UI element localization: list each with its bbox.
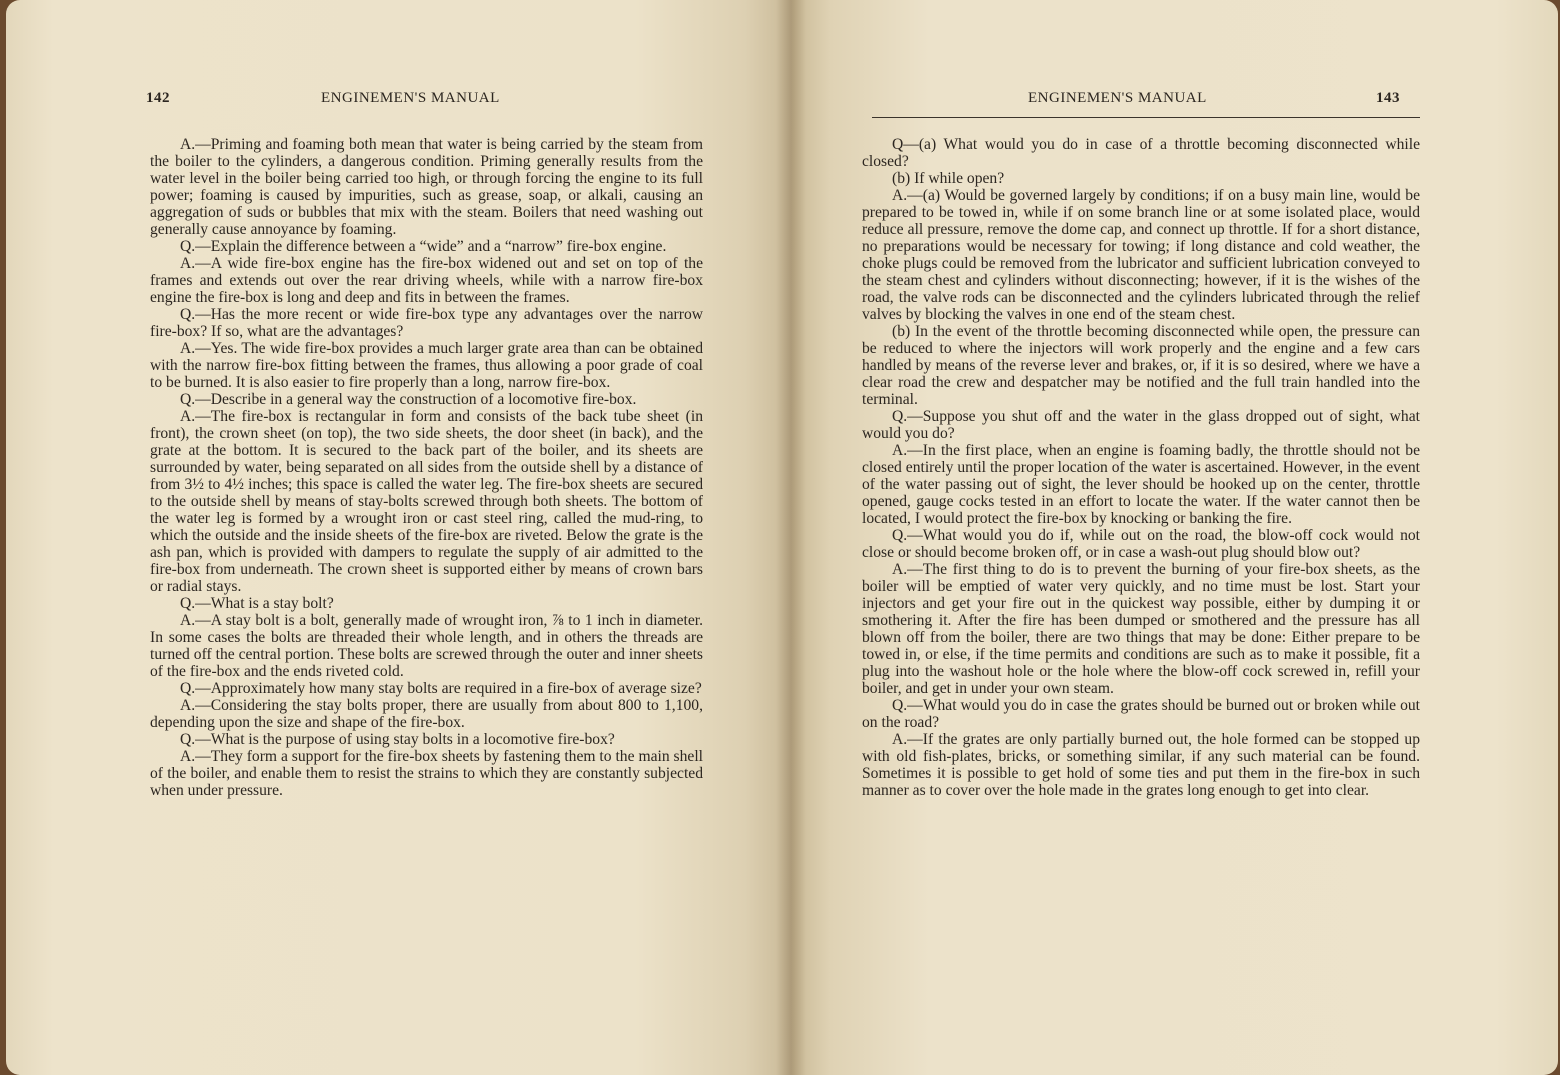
paragraph: A.—If the grates are only partially burned out, the hole formed can be stopped up with old fish-plates, bricks, or something similar, if any such material can be found. Sometimes it is possible to get hold of some ties and put them in the fire-box in such manner as to cover over the hole made in the grates long enough to get into clear.	[862, 731, 1420, 799]
paragraph: Q—(a) What would you do in case of a throttle becoming disconnected while closed?	[862, 136, 1420, 170]
paragraph: A.—The fire-box is rectangular in form and consists of the back tube sheet (in front), the crown sheet (on top), the two side sheets, the door sheet (in back), and the grate at the bottom. It is secured to the back part of the boiler, and its sheets are surrounded by water, being separated on all sides from the outside shell by a distance of from 3½ to 4½ inches; this space is called the water leg. The fire-box sheets are secured to the outside shell by means of stay-bolts screwed through both sheets. The bottom of the water leg is formed by a wrought iron or cast steel ring, called the mud-ring, to which the outside and the inside sheets of the fire-box are riveted. Below the grate is the ash pan, which is provided with dampers to regulate the supply of air admitted to the fire-box from underneath. The crown sheet is supported either by means of crown bars or radial stays.	[150, 408, 703, 595]
paragraph: A.—Priming and foaming both mean that water is being carried by the steam from the boiler to the cylinders, a dangerous condition. Priming generally results from the water level in the boiler being carried too high, or through forcing the engine to its full power; foaming is caused by impurities, such as grease, soap, or alkali, causing an aggregation of suds or bubbles that mix with the steam. Boilers that need washing out generally cause annoyance by foaming.	[150, 136, 703, 238]
paragraph: A.—(a) Would be governed largely by conditions; if on a busy main line, would be prepared to be towed in, while if on some branch line or at some isolated place, would reduce all pressure, remove the dome cap, and connect up throttle. If for a short distance, no preparations would be necessary for towing; if long distance and cold weather, the choke plugs could be removed from the lubricator and sufficient lubrication conveyed to the steam chest and cylinders without disconnecting; however, if it is the wishes of the road, the valve rods can be disconnected and the cylinders lubricated through the relief valves by blocking the valves in one end of the steam chest.	[862, 187, 1420, 323]
book-gutter	[776, 0, 806, 1075]
paragraph: (b) In the event of the throttle becoming disconnected while open, the pressure can be reduced to where the injectors will work properly and the engine and a few cars handled by means of the reverse lever and brakes, or, if it is so desired, where we have a clear road the crew and despatcher may be notified and the full train handled into the terminal.	[862, 323, 1420, 408]
paragraph: Q.—Explain the difference between a “wide” and a “narrow” fire-box engine.	[180, 238, 667, 255]
paragraph: A.—A wide fire-box engine has the fire-box widened out and set on top of the frames and extends out over the rear driving wheels, while with a narrow fire-box engine the fire-box is long and deep and fits in between the frames.	[150, 255, 703, 306]
header-rule	[872, 117, 1420, 118]
paragraph: A.—They form a support for the fire-box sheets by fastening them to the main shell of the boiler, and enable them to resist the strains to which they are constantly subjected when under pressure.	[150, 748, 703, 799]
paragraph: (b) If while open?	[892, 170, 1005, 187]
paragraph: A.—Yes. The wide fire-box provides a much larger grate area than can be obtained with the narrow fire-box fitting between the frames, thus allowing a poor grade of coal to be burned. It is also easier to fire properly than a long, narrow fire-box.	[150, 340, 703, 391]
paragraph: Q.—What would you do in case the grates should be burned out or broken while out on the road?	[862, 697, 1420, 731]
paragraph: A.—In the first place, when an engine is foaming badly, the throttle should not be closed entirely until the proper location of the water is ascertained. However, in the event of the water passing out of sight, the lever should be hooked up on the center, throttle opened, gauge cocks tested in an effort to locate the water. If the water cannot then be located, I would protect the fire-box by knocking or banking the fire.	[862, 442, 1420, 527]
paragraph: Q.—Suppose you shut off and the water in the glass dropped out of sight, what would you do?	[862, 408, 1420, 442]
right-page	[792, 0, 1558, 1075]
paragraph: A.—Considering the stay bolts proper, there are usually from about 800 to 1,100, depending upon the size and shape of the fire-box.	[150, 697, 703, 731]
running-title: ENGINEMEN'S MANUAL	[321, 90, 500, 106]
page-body	[862, 136, 1420, 799]
left-page	[6, 0, 792, 1075]
paragraph: A.—A stay bolt is a bolt, generally made of wrought iron, ⅞ to 1 inch in diameter. In some cases the bolts are threaded their whole length, and in others the threads are turned off the central portion. These bolts are screwed through the outer and inner sheets of the fire-box and the ends riveted cold.	[150, 612, 703, 680]
paragraph: Q.—Describe in a general way the construction of a locomotive fire-box.	[180, 391, 637, 408]
page-number: 143	[1376, 90, 1400, 106]
paragraph: Q.—Has the more recent or wide fire-box type any advantages over the narrow fire-box? If so, what are the advantages?	[150, 306, 703, 340]
page-body	[150, 136, 703, 799]
running-title: ENGINEMEN'S MANUAL	[1028, 90, 1207, 106]
paragraph: Q.—What would you do if, while out on the road, the blow-off cock would not close or should become broken off, or in case a wash-out plug should blow out?	[862, 527, 1420, 561]
paragraph: Q.—Approximately how many stay bolts are required in a fire-box of average size?	[180, 680, 702, 697]
paragraph: Q.—What is a stay bolt?	[180, 595, 334, 612]
paragraph: Q.—What is the purpose of using stay bolts in a locomotive fire-box?	[180, 731, 615, 748]
paragraph: A.—The first thing to do is to prevent the burning of your fire-box sheets, as the boiler will be emptied of water very quickly, and no time must be lost. Start your injectors and get your fire out in the quickest way possible, either by dumping it or smothering it. After the fire has been dumped or smothered and the pressure has all blown off from the boiler, there are two things that may be done: Either prepare to be towed in, or else, if the time permits and conditions are such as to make it possible, fit a plug into the washout hole or the hole where the blow-off cock screwed in, refill your boiler, and get in under your own steam.	[862, 561, 1420, 697]
page-number: 142	[146, 90, 170, 106]
